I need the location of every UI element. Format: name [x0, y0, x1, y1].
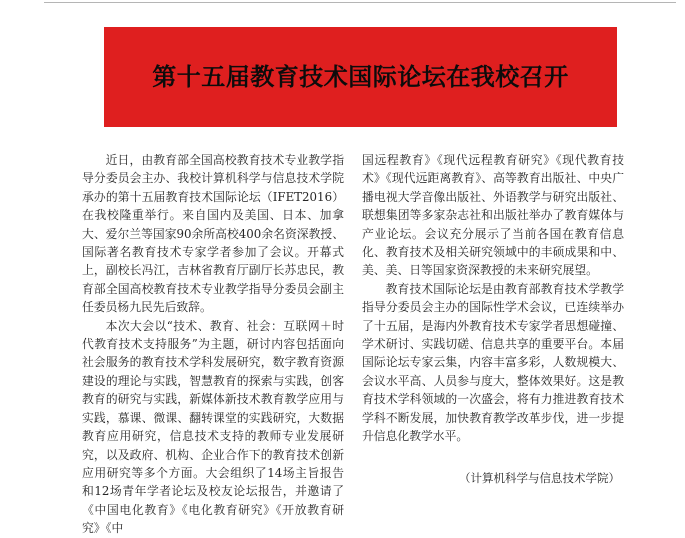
article-body [82, 151, 624, 536]
author-byline: （计算机科学与信息技术学院） [459, 470, 620, 485]
top-rule [44, 2, 676, 3]
left-column [82, 151, 344, 536]
right-column [362, 151, 624, 503]
paragraph-1: 近日，由教育部全国高校教育技术专业教学指导分委员会主办、我校计算机科学与信息技术学院承办的第十五届教育技术国际论坛（IFET2016）在我校隆重举行。来自国内及美国、日本、加拿大、爱尔兰等国家90余所高校400余名资深教授、国际著名教育技术专家学者参加了会议。开幕式上，副校长冯江，吉林省教育厅副厅长苏忠民，教育部全国高校教育技术专业教学指导分委员会副主任委员杨九民先后致辞。 [82, 153, 344, 315]
paragraph-2: 本次大会以“技术、教育、社会：互联网＋时代教育技术支持服务”为主题，研讨内容包括面向社会服务的教育技术学科发展研究，数字教育资源建设的理论与实践，智慧教育的探索与实践，创客教育的研究与实践，新媒体新技术教育教学应用与实践，慕课、微课、翻转课堂的实践研究，大数据教育应用研究，信息技术支持的教师专业发展研究，以及政府、机构、企业合作下的教育技术创新应用研究等多个方面。大会组织了14场主旨报告和12场青年学者论坛及校友论坛报告，并邀请了《中国电化教育》《电化教育研究》《开放教育研究》《中 [82, 318, 344, 536]
title-banner [104, 27, 617, 127]
paragraph-3: 教育技术国际论坛是由教育部教育技术学教学指导分委员会主办的国际性学术会议，已连续举办了十五届，是海内外教育技术专家学者思想碰撞、学术研讨、实践切磋、信息共享的重要平台。本届国际论坛专家云集，内容丰富多彩，人数规模大、会议水平高、人员参与度大，整体效果好。这是教育技术学科领域的一次盛会，将有力推进教育技术学科不断发展，加快教育教学改革步伐，进一步提升信息化教学水平。 [362, 281, 624, 444]
article-title: 第十五届教育技术国际论坛在我校召开 [152, 63, 569, 91]
paragraph-2-continued: 国远程教育》《现代远程教育研究》《现代教育技术》《现代远距离教育》、高等教育出版社、中央广播电视大学音像出版社、外语教学与研究出版社、联想集团等多家杂志社和出版社举办了教育媒体与产业论坛。会议充分展示了当前各国在教育信息化、教育技术及相关研究领域中的丰硕成果和中、美、美、日等国家资深教授的未来研究展望。 [362, 153, 624, 278]
